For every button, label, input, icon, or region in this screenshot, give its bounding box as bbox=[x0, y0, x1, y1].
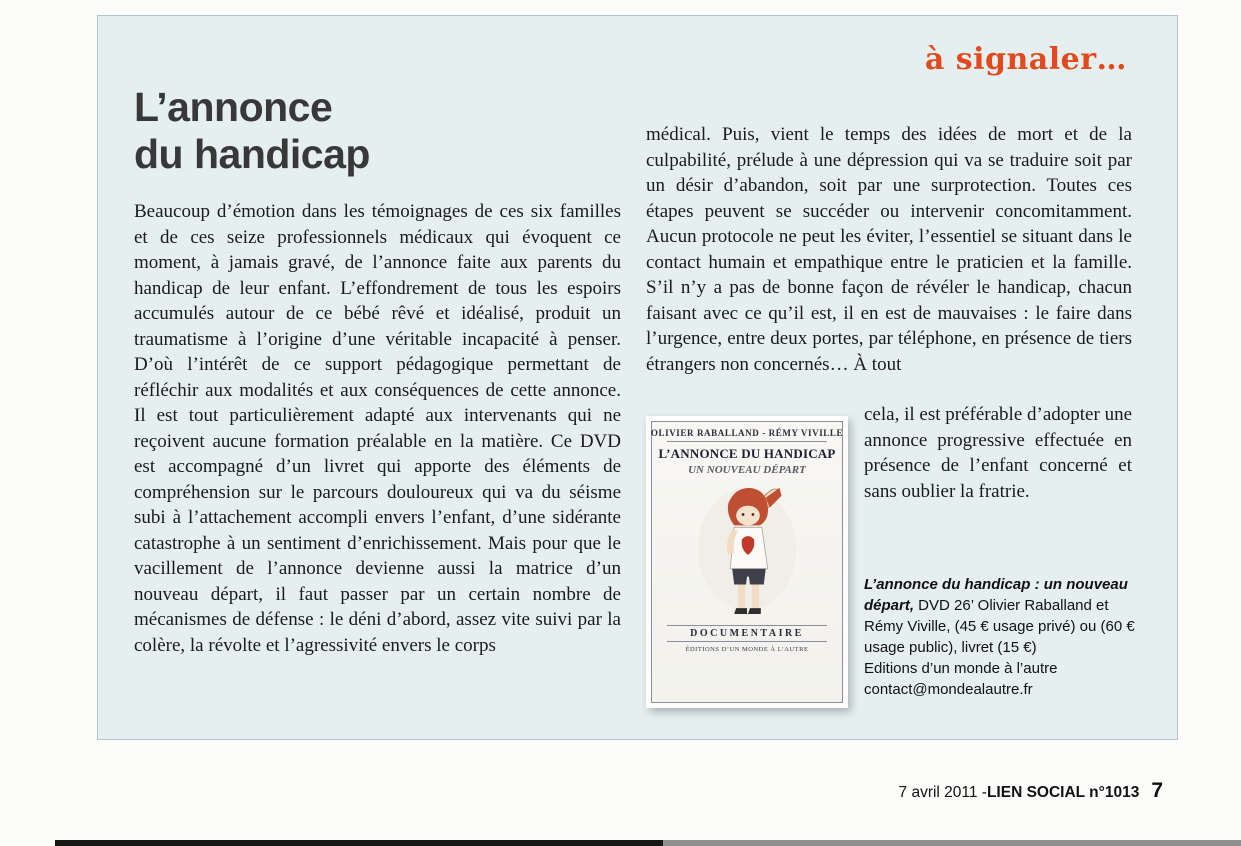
title-line-2: du handicap bbox=[134, 131, 370, 177]
dvd-illustration bbox=[692, 480, 802, 623]
divider bbox=[667, 441, 827, 442]
section-flag: à signaler… bbox=[924, 42, 1127, 77]
footer-journal-name: LIEN SOCIAL n°1013 bbox=[986, 784, 1140, 801]
dvd-cover-inner bbox=[651, 421, 843, 703]
manga-girl-drawing bbox=[692, 480, 802, 618]
dvd-caption bbox=[864, 574, 1140, 700]
caption-publisher: Editions d’un monde à l’autre bbox=[864, 660, 1058, 677]
title-line-1: L’annonce bbox=[134, 84, 333, 130]
article-body-right-column: médical. Puis, vient le temps des idées de mort et de la culpabilité, prélude à une dépression qui va se traduire soit par un désir d’abandon, soit par une surprotection. Toutes ces étapes peuvent se succéder ou intervenir concomitamment. Aucun protocole ne peut les éviter, l’essentiel se situant dans le contact humain et empathique entre le praticien et la famille. S’il n’y a pas de bonne façon de révéler le handicap, chacun faisant avec ce qu’il est, il en est de mauvaises : le faire dans l’urgence, entre deux portes, par téléphone, en présence de tiers étrangers non concernés… À tout bbox=[646, 124, 1132, 375]
article-title bbox=[134, 84, 370, 178]
dvd-subtitle: UN NOUVEAU DÉPART bbox=[688, 464, 806, 476]
article-body-left-column: Beaucoup d’émotion dans les témoignages de ces six familles et de ces seize professionnels médicaux qui évoquent ce moment, à jamais gravé, de l’annonce faite aux parents du handicap de leur enfant. L’effondrement de tous les espoirs accumulés autour de ce bébé rêvé et idéalisé, produit un traumatisme à l’origine d’une véritable incapacité à penser. D’où l’intérêt de ce support pédagogique permettant de réfléchir aux modalités et aux conséquences de cette annonce. Il est tout particulièrement adapté aux intervenants qui ne reçoivent aucune formation préalable en la matière. Ce DVD est accompagné d’un livret qui apporte des éléments de compréhension sur le parcours douloureux qui va du séisme subi à l’attachement accompli envers l’enfant, d’une sidérante catastrophe à un sentiment d’enrichissement. Mais pour que le vacillement de l’annonce devienne aussi la matrice d’un nouveau départ, il faut passer par un certain nombre de mécanismes de défense : le déni d’abord, assez vite suivi par la colère, la révolte et l’agressivité envers le corps bbox=[134, 201, 621, 656]
scan-artifact-light bbox=[663, 840, 1241, 846]
dvd-publisher-logo: ÉDITIONS D’UN MONDE À L’AUTRE bbox=[685, 646, 809, 653]
dvd-authors: OLIVIER RABALLAND - RÉMY VIVILLE bbox=[650, 428, 844, 438]
dvd-title: L’ANNONCE DU HANDICAP bbox=[658, 446, 836, 461]
footer-date: 7 avril 2011 - bbox=[898, 784, 987, 801]
dvd-cover bbox=[646, 416, 848, 708]
page-number: 7 bbox=[1151, 779, 1163, 802]
caption-details: DVD 26’ Olivier Raballand et Rémy Viville, (45 € usage privé) ou (60 € usage public), livret (15 €) bbox=[864, 597, 1135, 656]
article-body-wrap-text: cela, il est préférable d’adopter une annonce progressive effectuée en présence de l’enfant concerné et sans oublier la fratrie. bbox=[864, 404, 1132, 502]
dvd-genre-label: DOCUMENTAIRE bbox=[667, 625, 827, 642]
caption-title: L’annonce du handicap : un nouveau départ, bbox=[864, 576, 1128, 614]
scan-artifact-dark bbox=[55, 840, 663, 846]
caption-email: contact@mondealautre.fr bbox=[864, 681, 1033, 698]
article-box bbox=[97, 15, 1178, 740]
page-footer bbox=[899, 779, 1163, 803]
